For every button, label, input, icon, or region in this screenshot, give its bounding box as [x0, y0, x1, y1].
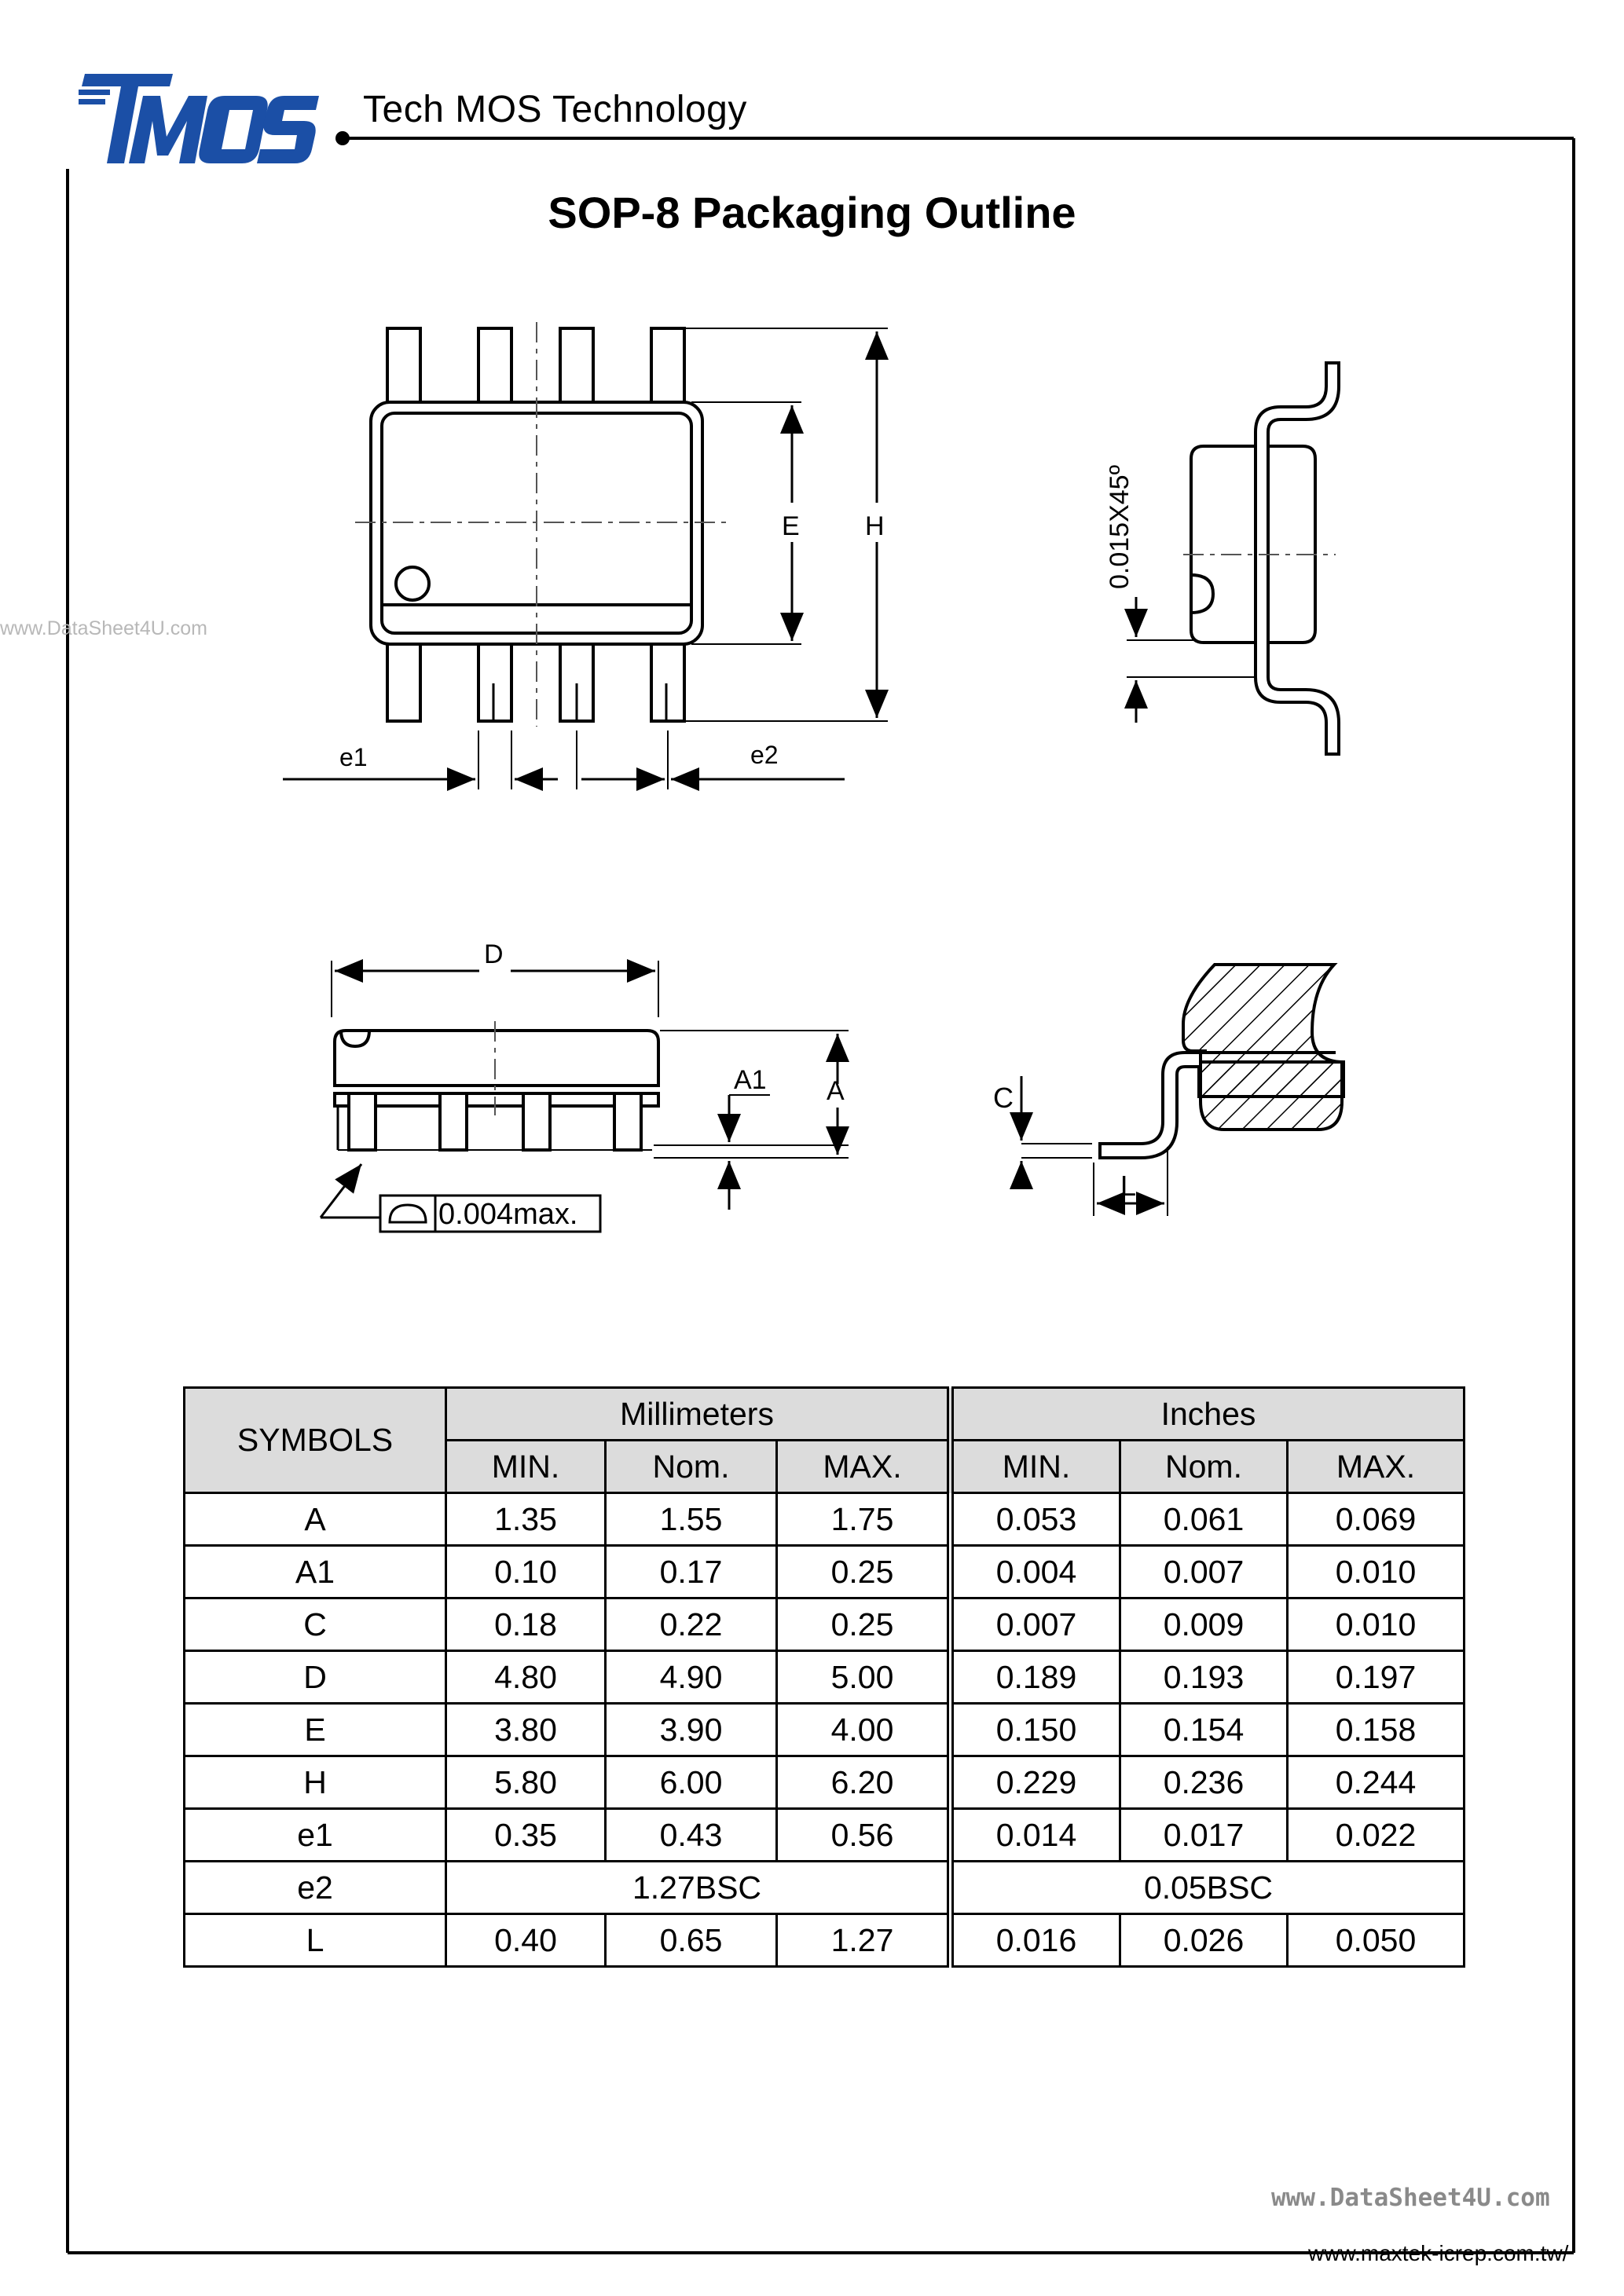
- value-cell: 0.010: [1288, 1546, 1465, 1598]
- page-title: SOP-8 Packaging Outline: [548, 188, 1076, 237]
- value-cell: 3.90: [606, 1704, 777, 1756]
- table-row: [185, 1598, 1465, 1651]
- value-cell: 0.236: [1120, 1756, 1288, 1809]
- value-cell: 0.150: [951, 1704, 1120, 1756]
- value-cell: 0.05BSC: [951, 1862, 1465, 1914]
- in-min-header: MIN.: [951, 1441, 1120, 1493]
- label-e2: e2: [750, 741, 779, 769]
- mm-min-header: MIN.: [446, 1441, 606, 1493]
- value-cell: 5.00: [777, 1651, 951, 1704]
- in-nom-header: Nom.: [1120, 1441, 1288, 1493]
- dimensions-table: [183, 1386, 1465, 1968]
- value-cell: 0.154: [1120, 1704, 1288, 1756]
- watermark-bottom: www.DataSheet4U.com: [1271, 2184, 1550, 2212]
- table-row: [185, 1914, 1465, 1967]
- front-view: [321, 961, 849, 1232]
- table-row: [185, 1546, 1465, 1598]
- value-cell: 0.197: [1288, 1651, 1465, 1704]
- table-row: [185, 1809, 1465, 1862]
- value-cell: 0.43: [606, 1809, 777, 1862]
- value-cell: 3.80: [446, 1704, 606, 1756]
- value-cell: 0.017: [1120, 1809, 1288, 1862]
- value-cell: 0.009: [1120, 1598, 1288, 1651]
- symbol-cell: e1: [185, 1809, 446, 1862]
- symbol-cell: L: [185, 1914, 446, 1967]
- value-cell: 0.22: [606, 1598, 777, 1651]
- value-cell: 0.35: [446, 1809, 606, 1862]
- value-cell: 1.27: [777, 1914, 951, 1967]
- value-cell: 0.17: [606, 1546, 777, 1598]
- symbol-cell: e2: [185, 1862, 446, 1914]
- label-A: A: [827, 1076, 845, 1106]
- symbol-cell: E: [185, 1704, 446, 1756]
- value-cell: 0.014: [951, 1809, 1120, 1862]
- table-row: [185, 1704, 1465, 1756]
- value-cell: 0.18: [446, 1598, 606, 1651]
- value-cell: 0.016: [951, 1914, 1120, 1967]
- lead-detail-view: [1021, 965, 1344, 1216]
- value-cell: 1.35: [446, 1493, 606, 1546]
- watermark-top: www.DataSheet4U.com: [0, 617, 208, 639]
- value-cell: 0.026: [1120, 1914, 1288, 1967]
- value-cell: 0.004: [951, 1546, 1120, 1598]
- value-cell: 0.65: [606, 1914, 777, 1967]
- company-name: Tech MOS Technology: [363, 89, 747, 130]
- value-cell: 0.069: [1288, 1493, 1465, 1546]
- value-cell: 0.007: [951, 1598, 1120, 1651]
- value-cell: 1.27BSC: [446, 1862, 951, 1914]
- value-cell: 0.25: [777, 1598, 951, 1651]
- label-L: L: [1120, 1170, 1137, 1202]
- value-cell: 0.10: [446, 1546, 606, 1598]
- top-view: [283, 322, 888, 789]
- label-e1: e1: [339, 743, 368, 771]
- value-cell: 0.189: [951, 1651, 1120, 1704]
- table-row: [185, 1493, 1465, 1546]
- table-row: [185, 1651, 1465, 1704]
- value-cell: 4.80: [446, 1651, 606, 1704]
- value-cell: 1.55: [606, 1493, 777, 1546]
- symbol-cell: A: [185, 1493, 446, 1546]
- in-max-header: MAX.: [1288, 1441, 1465, 1493]
- label-E: E: [782, 511, 800, 541]
- symbol-cell: A1: [185, 1546, 446, 1598]
- value-cell: 6.20: [777, 1756, 951, 1809]
- footer-url[interactable]: www.maxtek-icrep.com.tw/: [1308, 2241, 1569, 2265]
- value-cell: 5.80: [446, 1756, 606, 1809]
- value-cell: 0.40: [446, 1914, 606, 1967]
- mm-max-header: MAX.: [777, 1441, 951, 1493]
- value-cell: 0.053: [951, 1493, 1120, 1546]
- value-cell: 0.022: [1288, 1809, 1465, 1862]
- table-row: [185, 1862, 1465, 1914]
- value-cell: 0.25: [777, 1546, 951, 1598]
- side-end-view: [1127, 363, 1339, 754]
- value-cell: 4.90: [606, 1651, 777, 1704]
- value-cell: 0.244: [1288, 1756, 1465, 1809]
- millimeters-header: Millimeters: [446, 1388, 951, 1441]
- value-cell: 6.00: [606, 1756, 777, 1809]
- mm-nom-header: Nom.: [606, 1441, 777, 1493]
- value-cell: 0.050: [1288, 1914, 1465, 1967]
- label-D: D: [484, 939, 504, 969]
- value-cell: 0.56: [777, 1809, 951, 1862]
- value-cell: 4.00: [777, 1704, 951, 1756]
- label-A1: A1: [734, 1065, 767, 1095]
- table-row: [185, 1756, 1465, 1809]
- symbols-header: SYMBOLS: [185, 1388, 446, 1493]
- label-chamfer: 0.015X45º: [1105, 465, 1135, 589]
- value-cell: 1.75: [777, 1493, 951, 1546]
- value-cell: 0.007: [1120, 1546, 1288, 1598]
- value-cell: 0.061: [1120, 1493, 1288, 1546]
- label-C: C: [993, 1082, 1014, 1114]
- value-cell: 0.158: [1288, 1704, 1465, 1756]
- label-H: H: [865, 511, 885, 541]
- symbol-cell: H: [185, 1756, 446, 1809]
- label-coplanarity: 0.004max.: [438, 1198, 578, 1231]
- value-cell: 0.229: [951, 1756, 1120, 1809]
- symbol-cell: D: [185, 1651, 446, 1704]
- inches-header: Inches: [951, 1388, 1465, 1441]
- value-cell: 0.010: [1288, 1598, 1465, 1651]
- value-cell: 0.193: [1120, 1651, 1288, 1704]
- symbol-cell: C: [185, 1598, 446, 1651]
